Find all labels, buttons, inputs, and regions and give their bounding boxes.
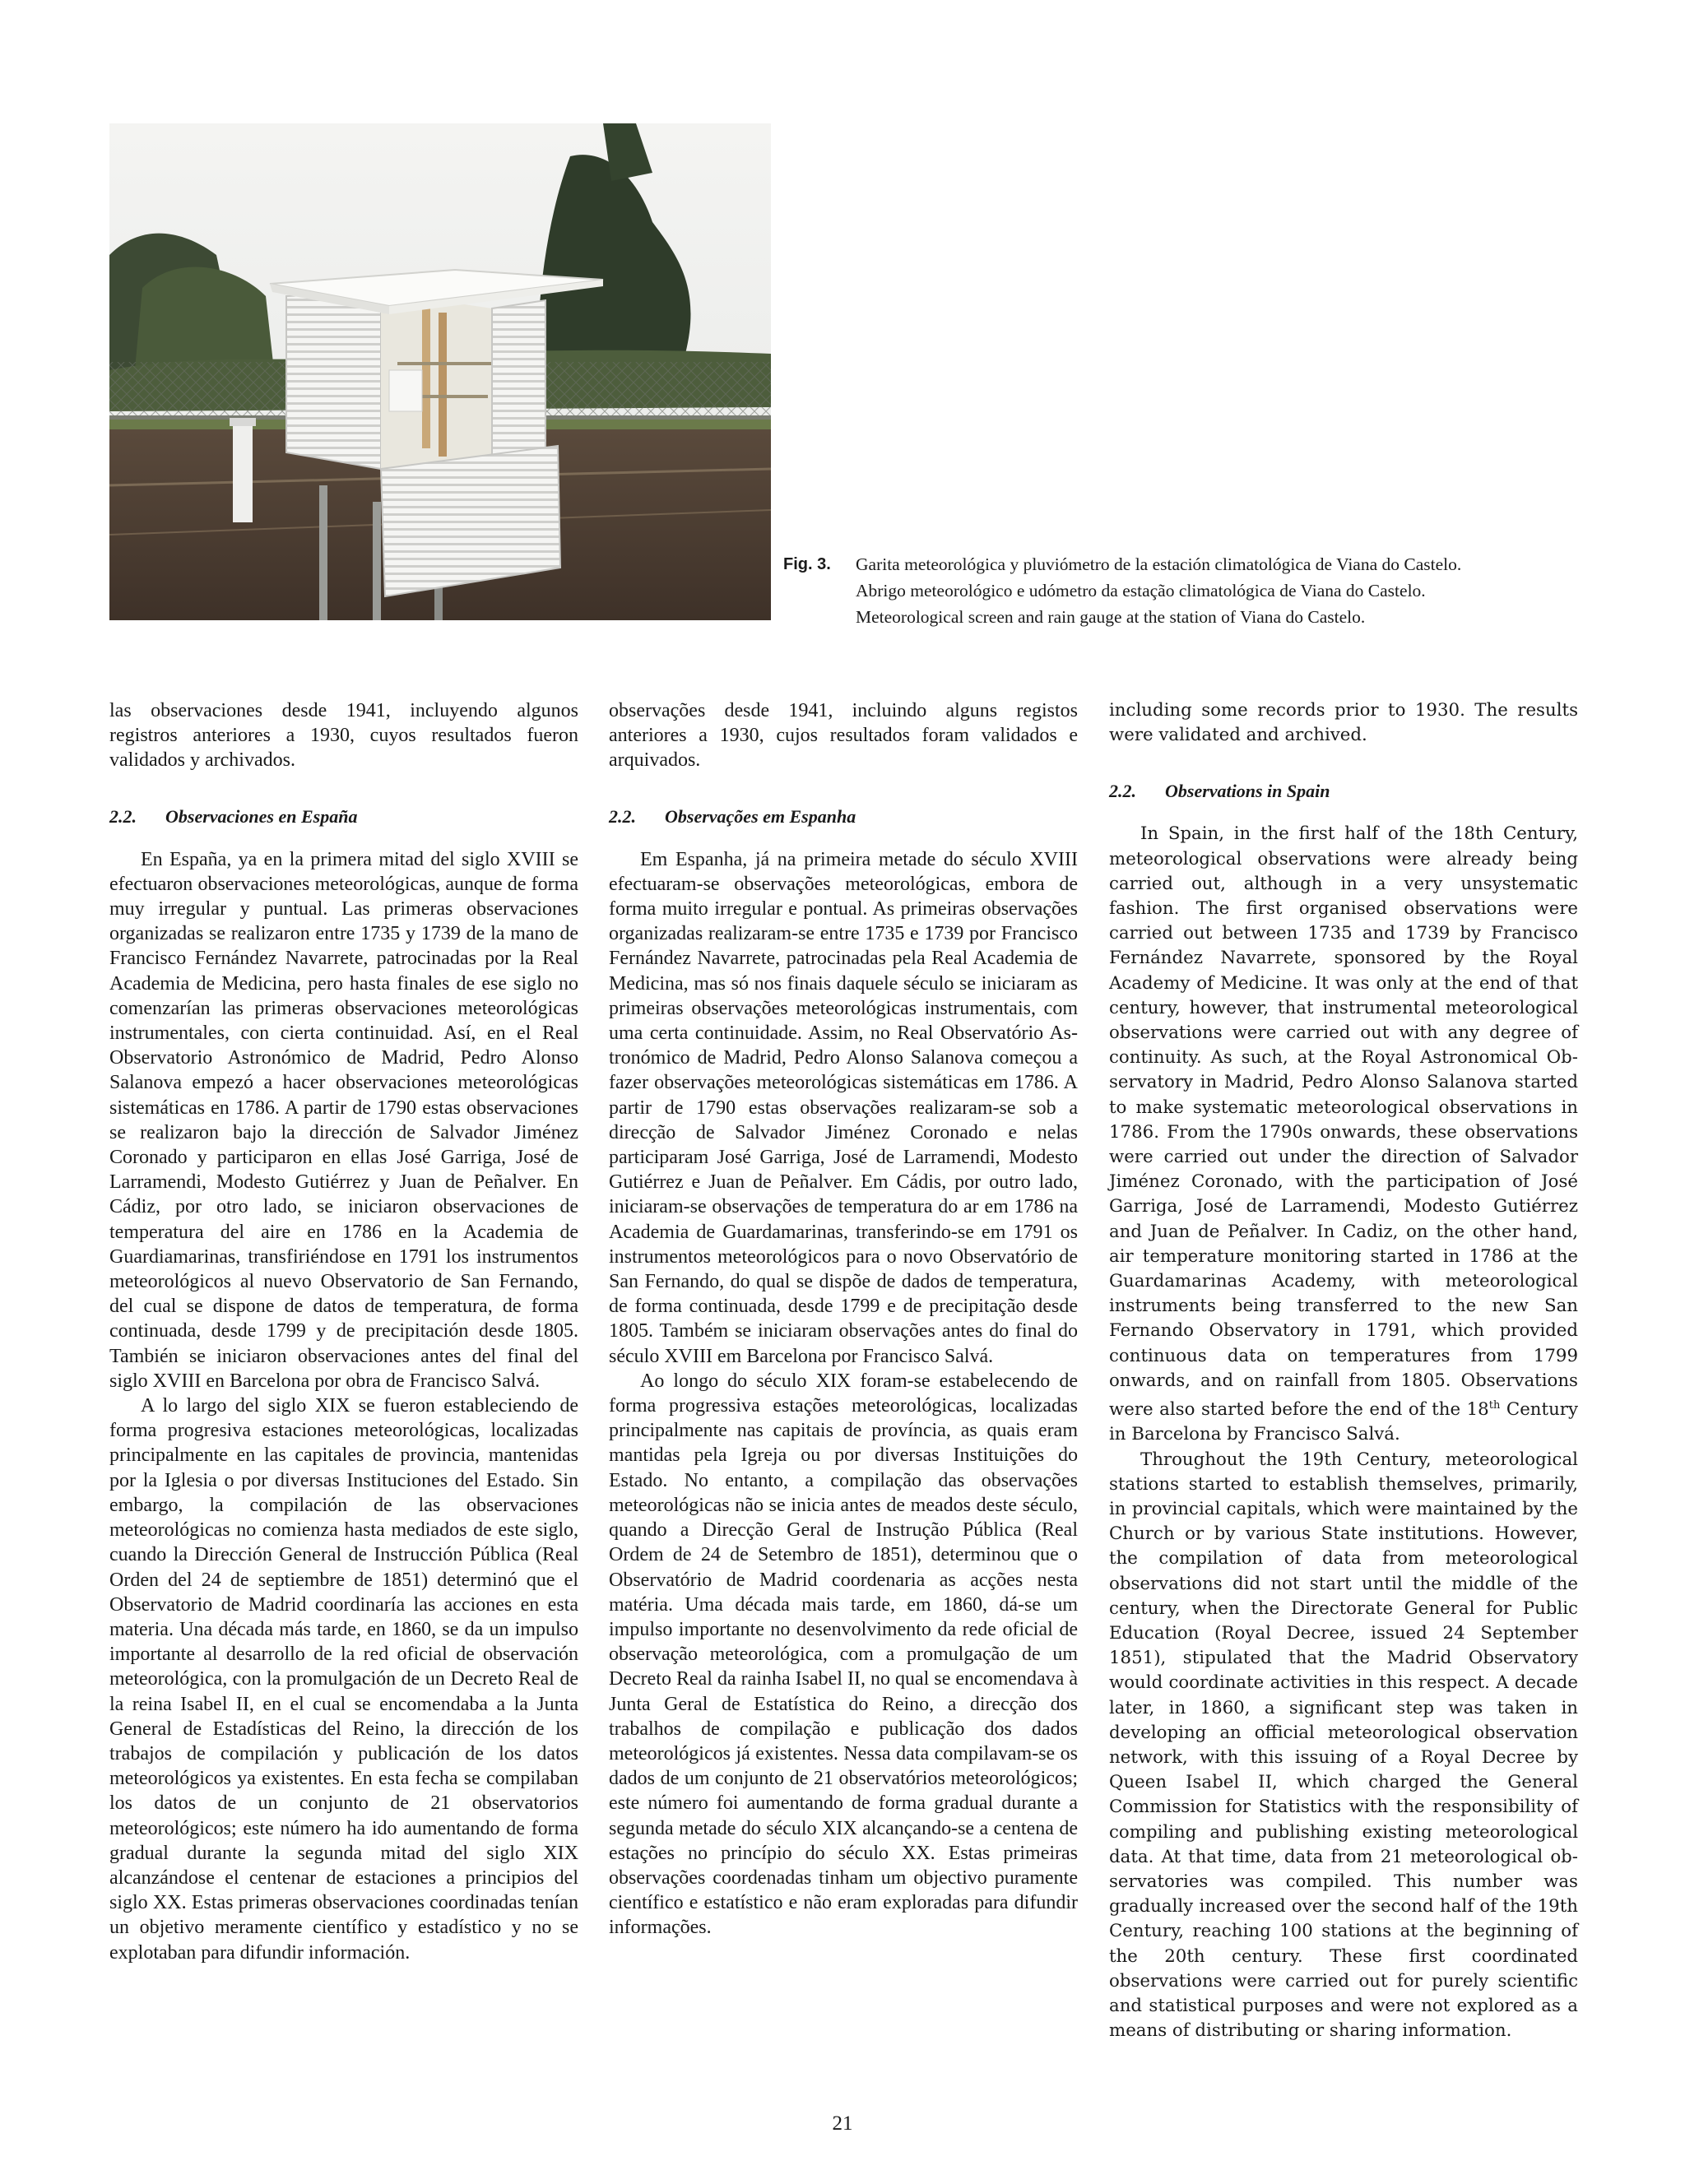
caption-en: Meteorological screen and rain gauge at the station of Viana do Castelo. <box>856 607 1366 627</box>
caption-pt: Abrigo meteorológico e udómetro da estação climatológica de Viana do Castelo. <box>856 581 1426 600</box>
paragraph-text: Century in Barcelona by Francisco Salvá. <box>1109 1399 1579 1445</box>
meteorological-screen-photo <box>109 123 771 620</box>
section-title: Observations in Spain <box>1165 781 1330 802</box>
section-title: Observaciones en España <box>165 805 358 827</box>
section-heading <box>1109 779 1578 804</box>
paragraph-continuation: including some records prior to 1930. The results were validated and archived. <box>1109 700 1578 746</box>
caption-es: Garita meteorológica y pluviómetro de la estación climatológica de Viana do Castelo. <box>856 554 1462 574</box>
figure-photo <box>109 123 771 620</box>
figure-label: Fig. 3. <box>783 555 831 573</box>
page-number: 21 <box>832 2112 853 2135</box>
section-title: Observações em Espanha <box>665 805 856 827</box>
paragraph: Ao longo do século XIX foram-se estabelecendo de forma progressiva estações meteorológicas, localizadas principalmente nas capitais de província, as quais eram mantidas pela Igreja ou por diversas Instituições do Estado. No entanto, a compilação das observações meteorológicas não se inicia antes de meados deste século, quando a Direcção Geral de Instrução Pública (Real Ordem de 24 de Setembro de 1851), determinou que o Observatório de Madrid coordenaria as acções nesta matéria. Uma década mais tarde, em 1860, dá-se um impulso importante no desenvolvimento da rede oficial de observação meteorológica, com a promulgação de um Decreto Real da rainha Isabel II, no qual se encomendava à Junta Geral de Estatística do Reino, a direcção dos trabalhos de compilação e publicação dos dados meteorológicos já existentes. Nessa data compilavam-se os dados de um conjunto de 21 observatórios meteorológicos; este número foi aumentando de forma gradual durante a segunda metade do século XIX alcançando-se a centena de estações no princípio do século XX. Estas primeiras observações coordenadas tinham um objectivo puramente científico e estatístico e não eram exploradas para difundir informações. <box>609 1370 1078 1939</box>
column-english <box>1109 698 1578 2043</box>
section-number: 2.2. <box>109 805 137 827</box>
paragraph: Em Espanha, já na primeira metade do século XVIII efectuaram-se observações meteorológicas, embora de forma muito irregular e pontual. As primeiras observações organizadas realizaram-se entre 1735 e 1739 por Francisco Fernández Navarrete, patrocinadas pela Real Academia de Medicina, mas só nos finais daquele século se iniciaram as primeiras observações meteorológicas instrumentais, com uma certa continuidade. Assim, no Real Observatório Astronómico de Madrid, Pedro Alonso Salanova começou a fazer observações meteorológicas sistemáticas em 1786. A partir de 1790 estas observações realizaram-se sob a direcção de Salvador Jiménez Coronado e nelas participaram José Garriga, José de Larramendi, Modesto Gutiérrez e Juan de Peñalver. Em Cádis, por outro lado, iniciaram-se observações de temperatura do ar em 1786 na Academia de Guardamarinas, transferindo-se em 1791 os instrumentos meteorológicos para o novo Observatório de San Fernando, do qual se dispõe de dados de temperatura, de forma continuada, desde 1799 e de precipitação desde 1805. Também se iniciaram observações antes do final do século XVIII em Barcelona por Francisco Salvá. <box>609 848 1078 1367</box>
section-number: 2.2. <box>609 805 636 827</box>
column-portuguese <box>609 698 1078 1941</box>
section-heading <box>609 805 1078 829</box>
section-number: 2.2. <box>1109 781 1136 802</box>
paragraph <box>1109 822 1578 1447</box>
paragraph-continuation: las observaciones desde 1941, incluyendo algunos registros anteriores a 1930, cuyos resultados fueron validados y archivados. <box>109 700 578 772</box>
paragraph-continuation: observações desde 1941, incluindo alguns registos anteriores a 1930, cujos resultados foram validados e arquivados. <box>609 700 1078 772</box>
paragraph-text: In Spain, in the first half of the 18th Century, meteorological observations were already being carried out, although in a very unsystematic fashion. The first organised observations were carried out between 1735 and 1739 by Francisco Fernández Navarrete, sponsored by the Royal Academy of Medicine. It was only at the end of that century, however, that instrumental meteorological observations were carried out with any degree of continuity. As such, at the Royal Astronomical Observatory in Madrid, Pedro Alonso Salanova started to make systematic meteorological observations in 1786. From the 1790s onwards, these observations were carried out under the direction of Salvador Jiménez Coronado, with the participation of José Garriga, José de Larramendi, Modesto Gutiérrez and Juan de Peñalver. In Cadiz, on the other hand, air temperature monitoring started in 1786 at the Guardamarinas Academy, with meteorological instruments being transferred to the new San Fernando Observatory in 1791, which provided continuous data on temperatures from 1799 onwards, and on rainfall from 1805. Observations were also started before the end of the 18 <box>1109 823 1578 1421</box>
column-spanish <box>109 698 578 1965</box>
paragraph: Throughout the 19th Century, meteorological stations started to establish themselves, primarily, in provincial capitals, which were maintained by the Church or by various State institutions. However, the compilation of data from meteorological observations did not start until the middle of the century, when the Directorate General for Public Education (Royal Decree, issued 24 September 1851), stipulated that the Madrid Observatory would coordinate activities in this respect. A decade later, in 1860, a significant step was taken in developing an official meteorological observation network, with this issuing of a Royal Decree by Queen Isabel II, which charged the General Commission for Statistics with the responsibility of compiling and publishing existing meteorological data. At that time, data from 21 meteorological observatories was compiled. This number was gradually increased over the second half of the 19th Century, reaching 100 stations at the beginning of the 20th century. These first coordinated observations were carried out for purely scientific and statistical purposes and were not explored as a means of distributing or sharing information. <box>1109 1449 1578 2042</box>
paragraph: En España, ya en la primera mitad del siglo XVIII se efectuaron observaciones meteorológicas, aunque de forma muy irregular y puntual. Las primeras observaciones organizadas se realizaron entre 1735 y 1739 de la mano de Francisco Fernández Navarrete, patrocinadas por la Real Academia de Medicina, pero hasta finales de ese siglo no comenzarían las primeras observaciones meteorológicas instrumentales, con cierta continuidad. Así, en el Real Observatorio Astronómico de Madrid, Pedro Alonso Salanova empezó a hacer observaciones meteorológicas sistemáticas en 1786. A partir de 1790 estas observaciones se realizaron bajo la dirección de Salvador Jiménez Coronado y participaron en ellas José Garriga, José de Larramendi, Modesto Gutiérrez y Juan de Peñalver. En Cádiz, por otro lado, se iniciaron observaciones de temperatura del aire en 1786 en la Academia de Guardiamarinas, transfiriéndose en 1791 los instrumentos meteorológicos al nuevo Observatorio de San Fernando, del cual se dispone de datos de temperatura, de forma continuada, desde 1799 y de precipitación desde 1805. También se iniciaron observaciones antes del final del siglo XVIII en Barcelona por obra de Francisco Salvá. <box>109 848 578 1392</box>
paragraph: A lo largo del siglo XIX se fueron estableciendo de forma progresiva estaciones meteorológicas, localizadas principalmente en las capitales de provincia, mantenidas por la Iglesia o por diversas Instituciones del Estado. Sin embargo, la compilación de las observaciones meteorológicas no comienza hasta mediados de este siglo, cuando la Dirección General de Instrucción Pública (Real Orden del 24 de septiembre de 1851) determinó que el Observatorio de Madrid coordinaría las acciones en esta materia. Una década más tarde, en 1860, se da un impulso importante al desarrollo de la red oficial de observación meteorológica, con la promulgación de un Decreto Real de la reina Isabel II, en el cual se encomendaba a la Junta General de Estadísticas del Reino, la dirección de los trabajos de compilación y publicación de los datos meteorológicos ya existentes. En esta fecha se compilaban los datos de un conjunto de 21 observatorios meteorológicos; este número ha ido aumentando de forma gradual durante la segunda mitad del siglo XIX alcanzándose el centenar de estaciones a principios del siglo XX. Estas primeras observaciones coordinadas tenían un objetivo meramente científico y estadístico y no se explotaban para difundir información. <box>109 1395 578 1964</box>
superscript-ordinal: th <box>1488 1399 1501 1412</box>
section-heading <box>109 805 578 829</box>
